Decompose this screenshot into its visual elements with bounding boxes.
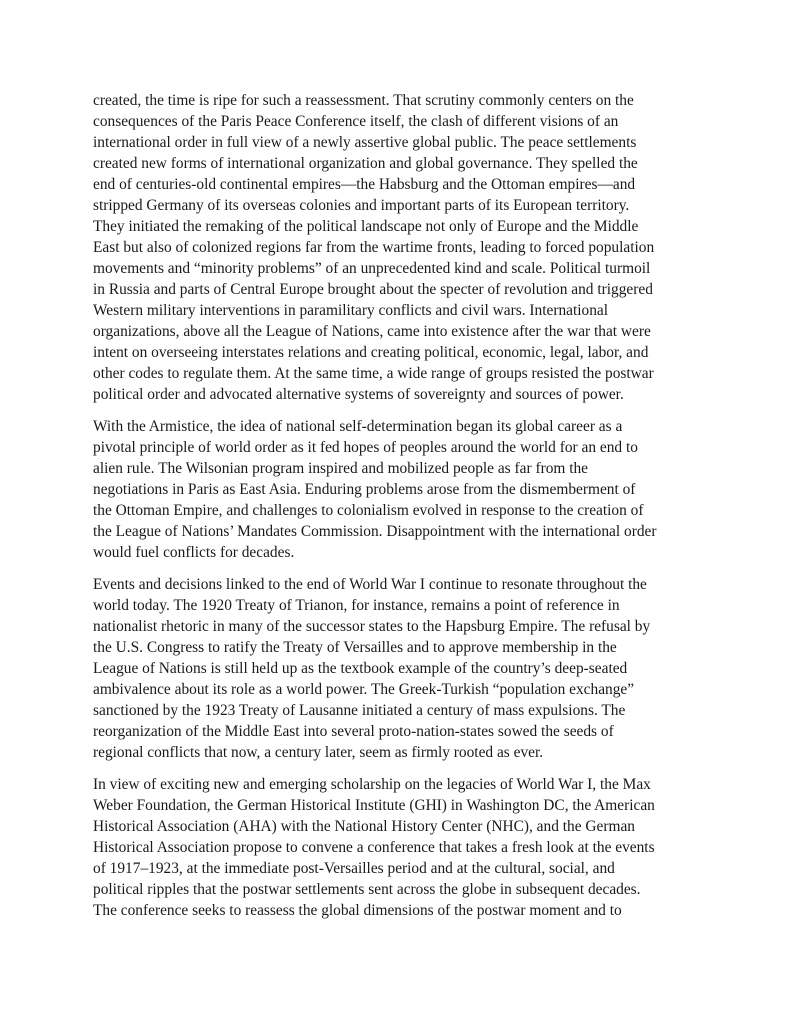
- text-line: political order and advocated alternative systems of sovereignty and sources of power.: [93, 386, 624, 403]
- text-line: Western military interventions in paramilitary conflicts and civil wars. International: [93, 302, 609, 319]
- text-line: Events and decisions linked to the end of World War I continue to resonate throughout the: [93, 576, 647, 593]
- text-line: regional conflicts that now, a century later, seem as firmly rooted as ever.: [93, 744, 544, 761]
- text-line: other codes to regulate them. At the same time, a wide range of groups resisted the postwar: [93, 365, 654, 382]
- text-line: movements and “minority problems” of an unprecedented kind and scale. Political turmoil: [93, 260, 651, 277]
- text-line: With the Armistice, the idea of national self-determination began its global career as a: [93, 418, 623, 435]
- text-line: the U.S. Congress to ratify the Treaty of Versailles and to approve membership in the: [93, 639, 617, 656]
- text-line: reorganization of the Middle East into several proto-nation-states sowed the seeds of: [93, 723, 614, 740]
- body-paragraph: [93, 774, 705, 921]
- text-line: nationalist rhetoric in many of the successor states to the Hapsburg Empire. The refusal by: [93, 618, 651, 635]
- text-line: the Ottoman Empire, and challenges to colonialism evolved in response to the creation of: [93, 502, 644, 519]
- text-line: negotiations in Paris as East Asia. Enduring problems arose from the dismemberment of: [93, 481, 636, 498]
- text-line: Historical Association (AHA) with the National History Center (NHC), and the German: [93, 818, 635, 835]
- body-paragraph: [93, 416, 705, 563]
- text-line: international order in full view of a newly assertive global public. The peace settlements: [93, 134, 637, 151]
- text-line: the League of Nations’ Mandates Commission. Disappointment with the international order: [93, 523, 657, 540]
- text-line: ambivalence about its role as a world power. The Greek-Turkish “population exchange”: [93, 681, 635, 698]
- text-line: Historical Association propose to convene a conference that takes a fresh look at the events: [93, 839, 655, 856]
- text-line: world today. The 1920 Treaty of Trianon, for instance, remains a point of reference in: [93, 597, 620, 614]
- text-line: organizations, above all the League of Nations, came into existence after the war that were: [93, 323, 651, 340]
- text-line: intent on overseeing interstates relations and creating political, economic, legal, labor, and: [93, 344, 649, 361]
- text-line: alien rule. The Wilsonian program inspired and mobilized people as far from the: [93, 460, 589, 477]
- text-line: would fuel conflicts for decades.: [93, 544, 295, 561]
- body-paragraph: [93, 574, 705, 763]
- text-line: sanctioned by the 1923 Treaty of Lausanne initiated a century of mass expulsions. The: [93, 702, 626, 719]
- text-line: in Russia and parts of Central Europe brought about the specter of revolution and triggered: [93, 281, 653, 298]
- body-paragraph: [93, 90, 705, 405]
- document-page: [93, 90, 705, 932]
- text-line: In view of exciting new and emerging scholarship on the legacies of World War I, the Max: [93, 776, 651, 793]
- text-line: consequences of the Paris Peace Conference itself, the clash of different visions of an: [93, 113, 619, 130]
- text-line: end of centuries-old continental empires—the Habsburg and the Ottoman empires—and: [93, 176, 636, 193]
- text-line: stripped Germany of its overseas colonies and important parts of its European territory.: [93, 197, 630, 214]
- text-line: created new forms of international organization and global governance. They spelled the: [93, 155, 638, 172]
- text-line: League of Nations is still held up as the textbook example of the country’s deep-seated: [93, 660, 628, 677]
- text-line: They initiated the remaking of the political landscape not only of Europe and the Middle: [93, 218, 639, 235]
- text-line: of 1917–1923, at the immediate post-Versailles period and at the cultural, social, and: [93, 860, 615, 877]
- text-line: created, the time is ripe for such a reassessment. That scrutiny commonly centers on the: [93, 92, 634, 109]
- text-line: East but also of colonized regions far from the wartime fronts, leading to forced population: [93, 239, 655, 256]
- text-line: Weber Foundation, the German Historical Institute (GHI) in Washington DC, the American: [93, 797, 655, 814]
- text-line: The conference seeks to reassess the global dimensions of the postwar moment and to: [93, 902, 622, 919]
- text-line: pivotal principle of world order as it fed hopes of peoples around the world for an end to: [93, 439, 638, 456]
- text-line: political ripples that the postwar settlements sent across the globe in subsequent decades.: [93, 881, 641, 898]
